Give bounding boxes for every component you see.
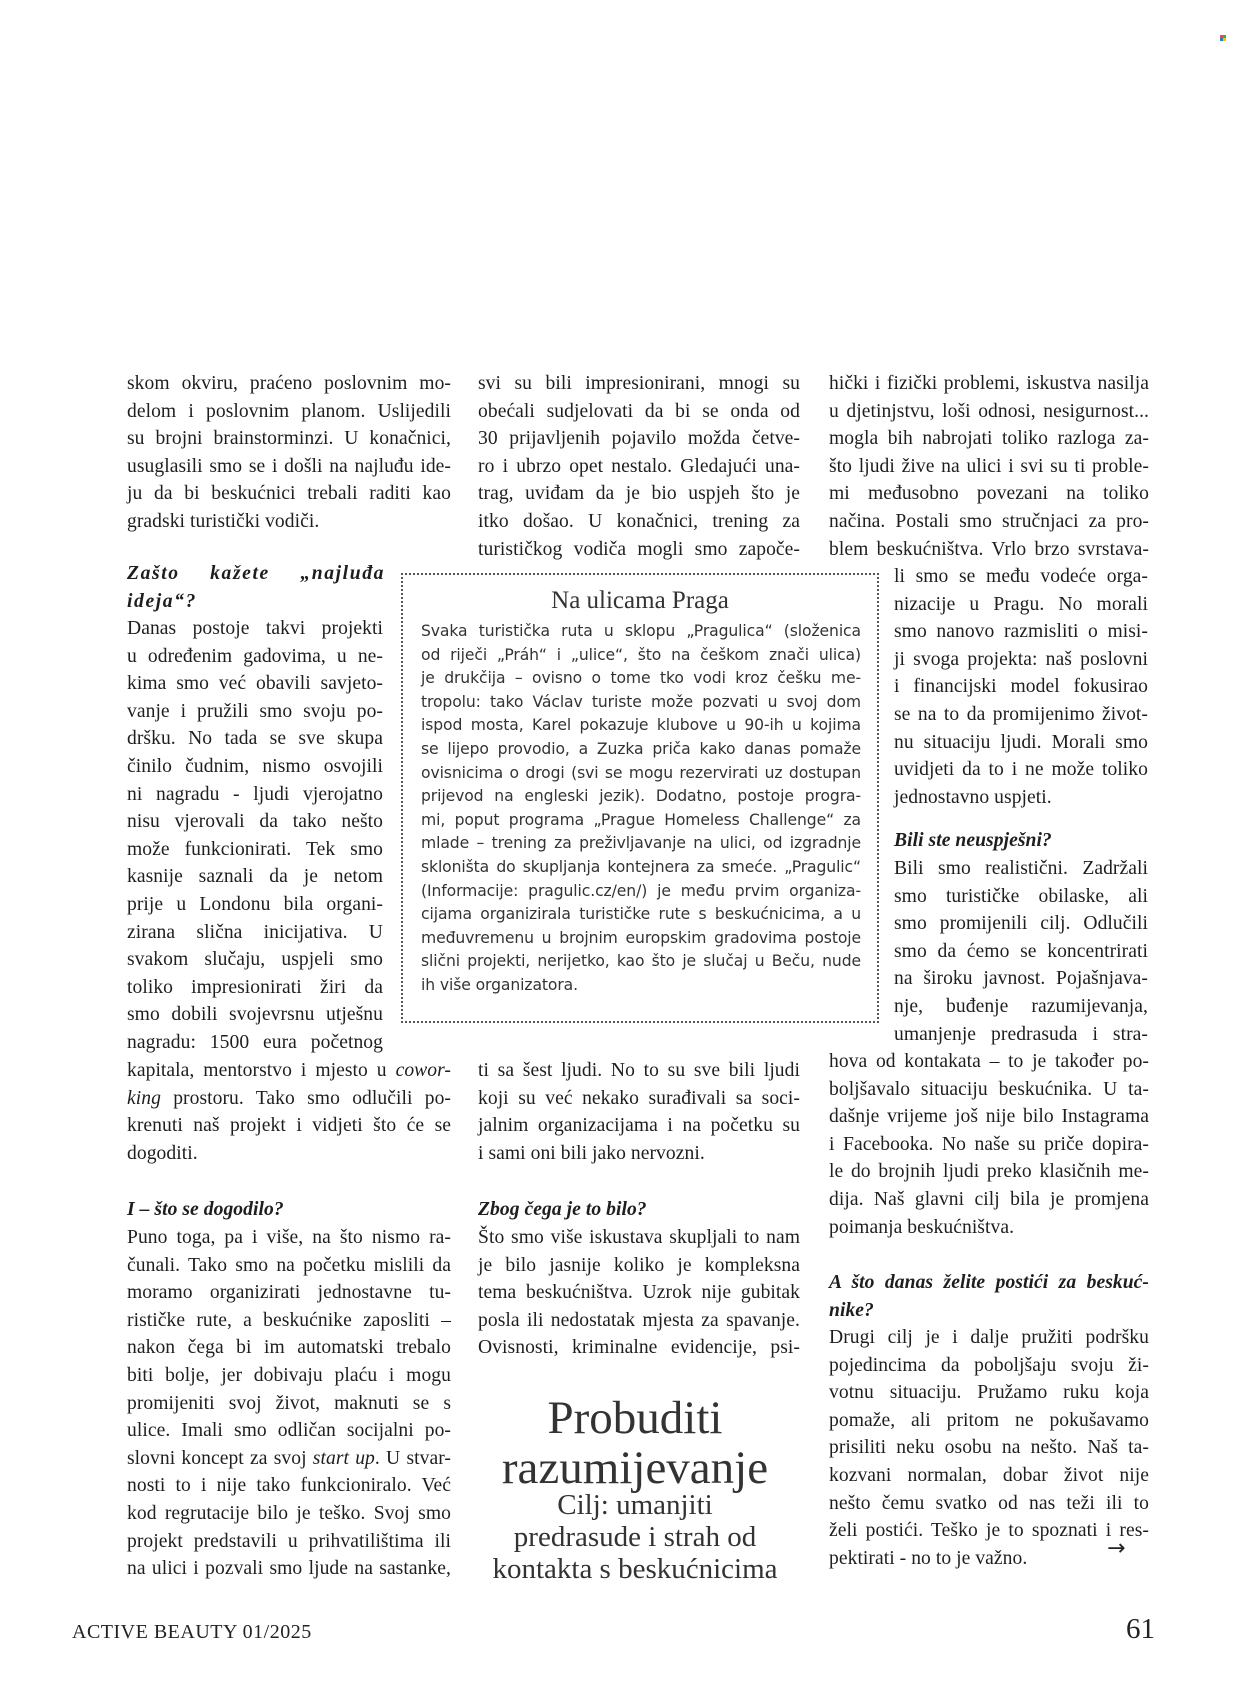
text-line: dašnje vrijeme još nije bilo Instagrama xyxy=(829,1106,1149,1128)
col1-question-1 xyxy=(127,560,385,615)
col1-paragraph-3 xyxy=(127,1224,451,1583)
text-line: pektirati - no to je važno. xyxy=(829,1547,1028,1569)
text-line: smo turističke obilaske, ali xyxy=(894,885,1148,907)
text-line: u određenim gadovima, u ne- xyxy=(127,645,383,667)
col3-paragraph-1 xyxy=(829,370,1149,563)
text-line: se na to da promijenimo život- xyxy=(894,703,1148,725)
text-line: prije u Londonu bila organi- xyxy=(127,893,383,915)
question-line: nike? xyxy=(829,1299,874,1321)
text-line: nisu vjerovali da tako nešto xyxy=(127,811,383,833)
pullquote-title-line: Probuditi xyxy=(547,1392,723,1444)
text-line: Ovisnosti, kriminalne evidencije, psi- xyxy=(478,1337,800,1359)
text-run: slovni koncept za svoj xyxy=(127,1447,313,1469)
col3-question-2 xyxy=(829,1269,1149,1324)
text-line: smo promijenili cilj. Odlučili xyxy=(894,913,1148,935)
sidebar-line: prijevod na engleski jezik). Dodatno, postoje progra- xyxy=(421,787,861,806)
continue-arrow-icon: → xyxy=(1107,1536,1126,1561)
text-line: jalnim organizacijama i na početku su xyxy=(478,1115,800,1137)
sidebar-line: ispod mosta, Karel pokazuje klubove u 90-ih u kojima xyxy=(421,716,861,735)
text-line xyxy=(127,1085,451,1113)
text-line: pomaže, ali pritom ne pokušavamo xyxy=(829,1409,1149,1431)
text-line: čunali. Tako smo na početku mislili da xyxy=(127,1254,451,1276)
pullquote-subtitle-line: Cilj: umanjiti xyxy=(557,1489,713,1521)
sidebar-line: se lijepo provodio, a Zuzka priča kako danas pomaže xyxy=(421,739,861,758)
sidebar-title: Na ulicama Praga xyxy=(551,587,729,614)
text-line: nešto čemu svatko od nas teži ili to xyxy=(829,1492,1149,1514)
text-line: u djetinjstvu, loši odnosi, nesigurnost... xyxy=(829,400,1149,422)
col3-paragraph-2 xyxy=(894,855,1148,1048)
text-line: prisiliti neku osobu na nešto. Naš ta- xyxy=(829,1437,1149,1459)
sidebar-line: ih više organizatora. xyxy=(421,975,578,994)
text-line: Puno toga, pa i više, na što nismo ra- xyxy=(127,1227,451,1248)
text-line: itko došao. U konačnici, trening za xyxy=(478,510,800,532)
text-line: smo nanovo razmisliti o misi- xyxy=(894,621,1148,643)
text-run: . U stvar- xyxy=(374,1447,451,1469)
text-line: nizacije u Pragu. No morali xyxy=(894,593,1148,615)
text-run: prostoru. Tako smo odlučili po- xyxy=(160,1087,451,1109)
text-line: nagradu: 1500 eura početnog xyxy=(127,1031,383,1053)
text-line: le do brojnih ljudi preko klasičnih me- xyxy=(829,1161,1149,1183)
question-line: Zašto kažete „najluđa xyxy=(127,563,385,584)
text-line: i Facebooka. No naše su priče dopira- xyxy=(829,1133,1149,1155)
sidebar-line: tropolu: tako Václav turiste može pozvati u svoj dom xyxy=(421,692,861,711)
italic-term: cowor- xyxy=(395,1060,451,1081)
text-line: usuglasili smo se i došli na najluđu ide- xyxy=(127,455,451,477)
text-line: projekt predstavili u prihvatilištima ili xyxy=(127,1530,451,1552)
pullquote-subtitle-line: predrasude i strah od xyxy=(513,1521,757,1553)
text-line: promijeniti svoj život, maknuti se s xyxy=(127,1392,451,1414)
text-line: hova od kontakata – to je također po- xyxy=(829,1051,1149,1072)
text-line xyxy=(127,1445,451,1473)
text-line: biti bolje, jer dobivaju plaću i mogu xyxy=(127,1364,451,1386)
text-line: kod regrutacije bilo je teško. Svoj smo xyxy=(127,1502,451,1524)
text-line: skom okviru, praćeno poslovnim mo- xyxy=(127,373,451,394)
text-line: nakon čega bi im automatski trebalo xyxy=(127,1337,451,1359)
text-line: votnu situaciju. Pružamo ruku koja xyxy=(829,1382,1149,1404)
text-line: ro i ubrzo opet nestalo. Gledajući una- xyxy=(478,455,800,477)
question-line: Bili ste neuspješni? xyxy=(894,830,1052,851)
text-line: mogla bih nabrojati toliko razloga za- xyxy=(829,428,1149,450)
text-line: ulice. Imali smo odličan socijalni po- xyxy=(127,1420,451,1442)
text-run: kapitala, mentorstvo i mjesto u xyxy=(127,1060,396,1081)
text-line: što ljudi žive na ulici i svi su ti proble- xyxy=(829,455,1149,477)
question-line: I – što se dogodilo? xyxy=(127,1199,284,1220)
text-line: turističkog vodiča mogli smo započe- xyxy=(478,538,800,560)
italic-term: start up xyxy=(312,1447,375,1469)
question-line: Zbog čega je to bilo? xyxy=(478,1199,647,1220)
col3-paragraph-3 xyxy=(829,1324,1149,1572)
sidebar-line: cijama organizirala turističke rute s beskućnicima, a u xyxy=(421,905,861,924)
pullquote-title-line: razumijevanje xyxy=(501,1442,769,1494)
text-line: dršku. No tada se sve skupa xyxy=(127,728,383,750)
col3-paragraph-1b xyxy=(894,563,1148,811)
text-line: ji svoga projekta: naš poslovni xyxy=(894,648,1148,670)
text-line: tema beskućništva. Uzrok nije gubitak xyxy=(478,1282,800,1304)
text-line: kasnije saznali da je netom xyxy=(127,866,383,888)
text-line: zirana slična inicijativa. U xyxy=(127,921,383,943)
text-line: mi međusobno povezani na toliko xyxy=(829,483,1149,505)
text-line: trag, uviđam da je bio uspjeh što je xyxy=(478,483,800,505)
text-line: dogoditi. xyxy=(127,1142,198,1164)
text-line: poimanja beskućništva. xyxy=(829,1216,1015,1238)
col1-paragraph-2b xyxy=(127,1057,451,1167)
text-line: nu situaciju ljudi. Morali smo xyxy=(894,731,1148,753)
text-line: blem beskućništva. Vrlo brzo svrstava- xyxy=(829,538,1149,560)
text-line: li smo se među vodeće orga- xyxy=(894,566,1148,587)
text-line: na široku javnost. Pojašnjava- xyxy=(894,968,1148,990)
text-line: rističke rute, a beskućnike zaposliti – xyxy=(127,1309,451,1331)
text-line: kozvani normalan, dobar život nije xyxy=(829,1464,1149,1486)
sidebar-line: je drukčija – ovisno o tome tko vodi kroz češku me- xyxy=(421,669,861,688)
text-line: smo da ćemo se koncentrirati xyxy=(894,940,1148,962)
text-line: boljšavalo situaciju beskućnika. U ta- xyxy=(829,1078,1149,1100)
col1-paragraph-1 xyxy=(127,370,451,536)
text-line: ni nagradu - ljudi vjerojatno xyxy=(127,783,383,805)
text-line: pojedincima da poboljšaju svoju ži- xyxy=(829,1354,1149,1376)
text-line: nje, buđenje razumijevanja, xyxy=(894,995,1148,1017)
col1-question-2 xyxy=(127,1196,451,1224)
sidebar-line: (Informacije: pragulic.cz/en/) je među prvim organiza- xyxy=(421,881,861,900)
text-line: kima smo već obavili savjeto- xyxy=(127,673,383,695)
col2-question-1 xyxy=(478,1196,800,1224)
text-line: vanje i pružili smo svoju po- xyxy=(127,700,383,722)
italic-term: king xyxy=(127,1087,161,1109)
text-line: Drugi cilj je i dalje pružiti podršku xyxy=(829,1327,1149,1348)
page-number: 61 xyxy=(1126,1613,1155,1645)
text-line: ju da bi beskućnici trebali raditi kao xyxy=(127,483,451,505)
sidebar-body xyxy=(421,620,861,998)
text-line: Bili smo realistični. Zadržali xyxy=(894,858,1148,879)
sidebar-line: Svaka turistička ruta u sklopu „Pragulica“ (složenica xyxy=(421,622,861,640)
text-line: činilo čudnim, nismo osvojili xyxy=(127,755,383,777)
text-line: nosti to i nije tako funkcioniralo. Već xyxy=(127,1475,451,1497)
sidebar-line: mi, poput programa „Prague Homeless Challenge“ za xyxy=(421,810,861,829)
text-line: ti sa šest ljudi. No to su sve bili ljudi xyxy=(478,1060,800,1081)
text-line: je bilo jasnije koliko je kompleksna xyxy=(478,1254,800,1276)
text-line: Danas postoje takvi projekti xyxy=(127,618,383,639)
text-line: uvidjeti da to i ne može toliko xyxy=(894,759,1148,781)
sidebar-line: mlade – trening za preživljavanje na ulici, od izgradnje xyxy=(421,834,861,853)
pullquote-subtitle-line: kontakta s beskućnicima xyxy=(492,1553,778,1585)
col3-paragraph-2b xyxy=(829,1048,1149,1241)
col2-paragraph-1 xyxy=(478,370,800,563)
text-line: delom i poslovnim planom. Uslijedili xyxy=(127,400,451,422)
pullquote-subtitle xyxy=(470,1489,800,1585)
col1-paragraph-2 xyxy=(127,615,383,1057)
col2-paragraph-2 xyxy=(478,1057,800,1167)
text-line: Što smo više iskustava skupljali to nam xyxy=(478,1227,800,1248)
question-line: A što danas želite postići za beskuć- xyxy=(829,1272,1149,1293)
text-line: su brojni brainstorminzi. U konačnici, xyxy=(127,428,451,450)
text-line: može funkcionirati. Tek smo xyxy=(127,838,383,860)
text-line: posla ili nedostatak mjesta za spavanje. xyxy=(478,1309,800,1331)
col2-paragraph-3 xyxy=(478,1224,800,1362)
magazine-issue: ACTIVE BEAUTY 01/2025 xyxy=(72,1621,312,1643)
sidebar-line: skloništa do skupljanja kontejnera za smeće. „Pragulic“ xyxy=(421,857,861,876)
text-line xyxy=(127,1057,451,1085)
sidebar-line: slični projekti, nerijetko, kao što je slučaj u Beču, nude xyxy=(421,952,861,971)
text-line: dija. Naš glavni cilj bila je promjena xyxy=(829,1188,1149,1210)
text-line: toliko impresionirati žiri da xyxy=(127,976,383,998)
text-line: i sami oni bili jako nervozni. xyxy=(478,1142,705,1164)
text-line: načina. Postali smo stručnjaci za pro- xyxy=(829,510,1149,532)
text-line: i financijski model fokusirao xyxy=(894,676,1148,698)
sidebar-line: od riječi „Práh“ i „ulice“, što na češkom znači ulica) xyxy=(421,645,861,664)
question-line: ideja“? xyxy=(127,590,197,612)
sidebar-line: ovisnicima o drogi (svi se mogu rezervirati uz dostupan xyxy=(421,763,861,782)
text-line: jednostavno uspjeti. xyxy=(894,786,1052,808)
text-line: obećali sudjelovati da bi se onda od xyxy=(478,400,800,422)
text-line: svi su bili impresionirani, mnogi su xyxy=(478,373,800,394)
text-line: moramo organizirati jednostavne tu- xyxy=(127,1282,451,1304)
text-line: hički i fizički problemi, iskustva nasilja xyxy=(829,373,1149,394)
text-line: želi postići. Teško je to spoznati i res- xyxy=(829,1520,1149,1542)
col3-question-1 xyxy=(894,827,1148,855)
sidebar-line: međuvremenu u brojnim europskim gradovima postoje xyxy=(421,928,861,947)
text-line: gradski turistički vodiči. xyxy=(127,510,320,532)
text-line: 30 prijavljenih pojavilo možda četve- xyxy=(478,428,800,450)
text-line: koji su već nekako surađivali sa soci- xyxy=(478,1087,800,1109)
text-line: smo dobili svojevrsnu utješnu xyxy=(127,1004,383,1026)
text-line: umanjenje predrasuda i stra- xyxy=(894,1023,1148,1045)
pullquote-title xyxy=(470,1393,800,1493)
text-line: krenuti naš projekt i vidjeti što će se xyxy=(127,1115,451,1137)
text-line: na ulici i pozvali smo ljude na sastanke, xyxy=(127,1558,451,1580)
text-line: svakom slučaju, uspjeli smo xyxy=(127,949,383,971)
color-mark-icon xyxy=(1220,35,1227,42)
